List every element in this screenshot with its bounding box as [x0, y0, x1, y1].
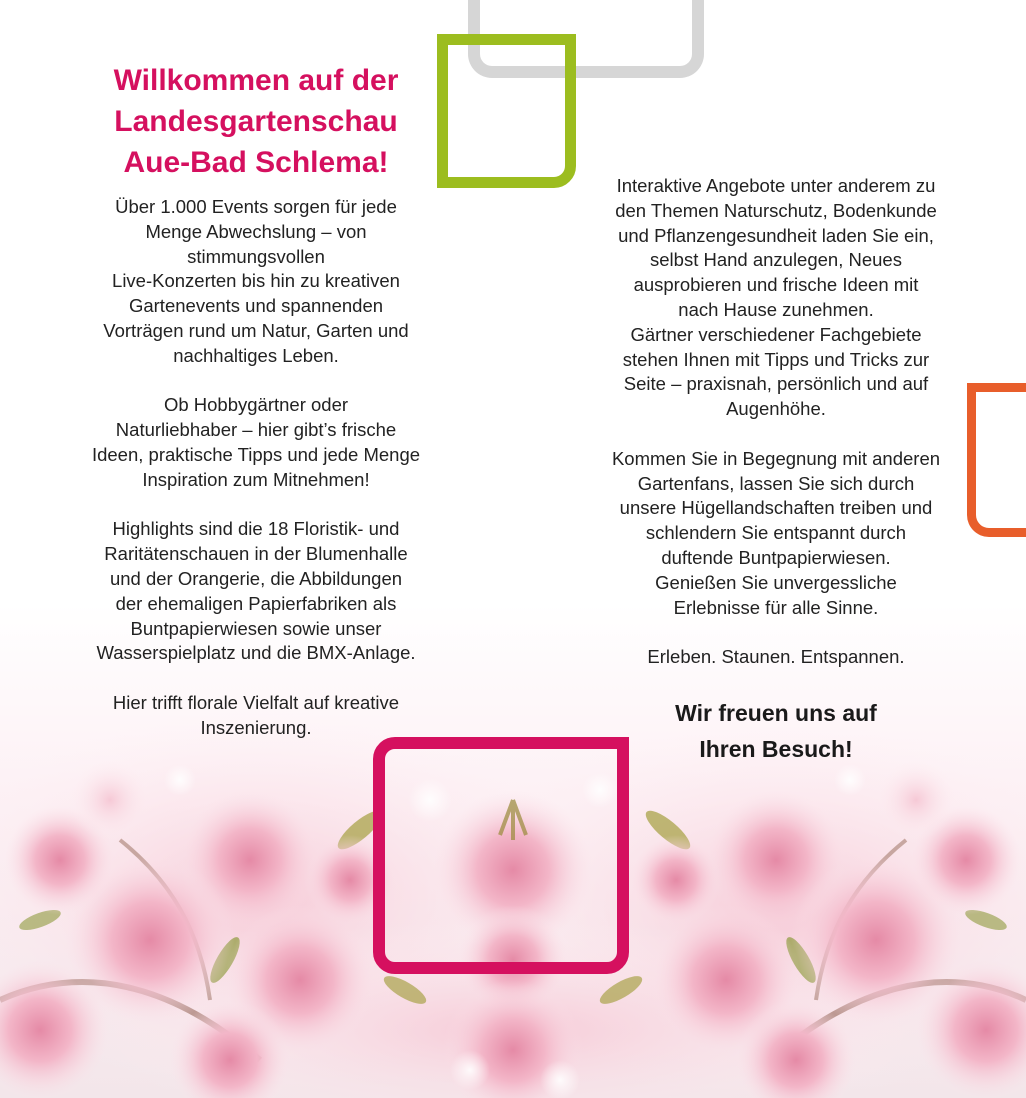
orange-frame-decoration [967, 383, 1026, 537]
intro-paragraph-events: Über 1.000 Events sorgen für jede Menge Abwechslung – von stimmungsvollen Live-Konzerten bis hin zu kreativen Gartenevents und spannenden Vorträgen rund um Natur, Garten und nachhaltiges Leben. [103, 196, 409, 366]
right-text-column [596, 174, 956, 767]
right-paragraph-gartenfans: Kommen Sie in Begegnung mit anderen Gartenfans, lassen Sie sich durch unsere Hügellandschaften treiben und schlendern Sie entspannt durch duftende Buntpapierwiesen. Genießen Sie unvergessliche Erlebnisse für alle Sinne. [611, 447, 941, 618]
intro-paragraph-florals: Hier trifft florale Vielfalt auf kreative Inszenierung. [112, 691, 400, 738]
page-title: Willkommen auf der Landesgartenschau Aue-Bad Schlema! [113, 64, 399, 179]
left-text-column [80, 60, 432, 765]
right-paragraph-interactive: Interaktive Angebote unter anderem zu den Themen Naturschutz, Bodenkunde und Pflanzengesundheit laden Sie ein, selbst Hand anzulegen, Neues ausprobieren und frische Ideen mit nach Hause zunehmen. Gärtner verschiedener Fachgebiete stehen Ihnen mit Tipps und Tricks zur Seite – praxisnah, persönlich und auf Augenhöhe. [615, 175, 937, 420]
pink-frame-decoration [373, 737, 629, 974]
closing-greeting: Wir freuen uns auf Ihren Besuch! [675, 699, 877, 762]
intro-paragraph-gardeners: Ob Hobbygärtner oder Naturliebhaber – hier gibt’s frische Ideen, praktische Tipps und jede Menge Inspiration zum Mitnehmen! [91, 394, 421, 490]
green-frame-decoration [437, 34, 576, 188]
intro-paragraph-highlights: Highlights sind die 18 Floristik- und Raritätenschauen in der Blumenhalle und der Orangerie, die Abbildungen der ehemaligen Papierfabriken als Buntpapierwiesen sowie unser Wasserspielplatz und die BMX-Anlage. [96, 518, 416, 664]
right-paragraph-slogan: Erleben. Staunen. Entspannen. [647, 646, 905, 668]
